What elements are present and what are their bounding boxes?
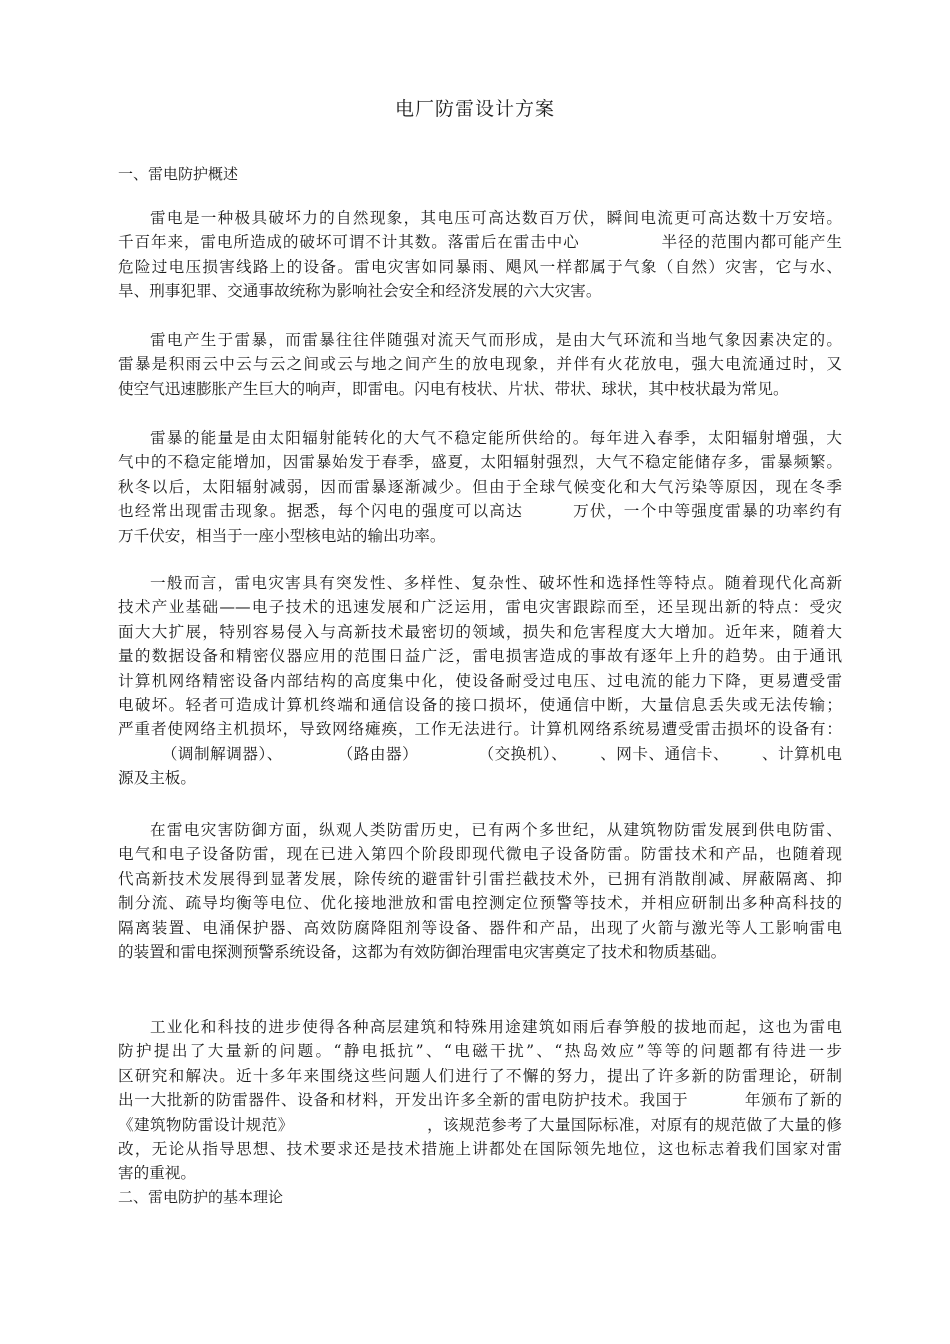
paragraph-line: 旱、刑事犯罪、交通事故统称为影响社会安全和经济发展的六大灾害。: [118, 282, 602, 301]
page-title: 电厂防雷设计方案: [394, 98, 555, 120]
paragraph-1: [118, 206, 842, 304]
paragraph-line: 隔离装置、电涌保护器、高效防腐降阻剂等设备、器件和产品，出现了火箭与激光等人工影响雷电: [118, 918, 842, 937]
paragraph-line: 电破坏。轻者可造成计算机终端和通信设备的接口损坏，使通信中断，大量信息丢失或无法传输；: [118, 695, 842, 714]
paragraph-line: 防护提出了大量新的问题。“静电抵抗”、“电磁干扰”、“热岛效应”等等的问题都有待进一步: [118, 1042, 842, 1061]
paragraph-line: 面大大扩展，特别容易侵入与高新技术最密切的领域，损失和危害程度大大增加。近年来，随着大: [118, 622, 842, 641]
paragraph-line: 电气和电子设备防雷，现在已进入第四个阶段即现代微电子设备防雷。防雷技术和产品，也随着现: [118, 845, 842, 864]
paragraph-line: 雷电产生于雷暴，而雷暴往往伴随强对流天气而形成，是由大气环流和当地气象因素决定的。: [150, 331, 842, 349]
paragraph-line: 万千伏安，相当于一座小型核电站的输出功率。: [118, 526, 446, 545]
paragraph-line: 危险过电压损害线路上的设备。雷电灾害如同暴雨、飓风一样都属于气象（自然）灾害，它与水、: [118, 257, 842, 276]
paragraph-line: 也经常出现雷击现象。据悉，每个闪电的强度可以高达 万伏，一个中等强度雷暴的功率约有: [118, 502, 842, 521]
paragraph-3: [118, 426, 842, 548]
paragraph-2: [118, 328, 842, 401]
paragraph-line: 使空气迅速膨胀产生巨大的响声，即雷电。闪电有枝状、片状、带状、球状，其中枝状最为常见。: [118, 379, 789, 398]
paragraph-line: 改，无论从指导思想、技术要求还是技术措施上讲都处在国际领先地位，这也标志着我们国家对雷: [118, 1139, 842, 1158]
paragraph-line: 技术产业基础——电子技术的迅速发展和广泛运用，雷电灾害跟踪而至，还呈现出新的特点：受灾: [118, 598, 842, 617]
paragraph-line: （调制解调器）、 （路由器） （交换机）、 、网卡、通信卡、 、计算机电: [118, 744, 842, 763]
paragraph-line: 雷暴是积雨云中云与云之间或云与地之间产生的放电现象，并伴有火花放电，强大电流通过时，又: [118, 355, 842, 374]
paragraph-5: [118, 818, 842, 964]
paragraph-line: 千百年来，雷电所造成的破坏可谓不计其数。落雷后在雷击中心 半径的范围内都可能产生: [118, 233, 842, 252]
paragraph-line: 源及主板。: [118, 769, 196, 788]
paragraph-line: 制分流、疏导均衡等电位、优化接地泄放和雷电控测定位预警等技术，并相应研制出多种高科技的: [118, 894, 842, 913]
paragraph-line: 秋冬以后，太阳辐射减弱，因而雷暴逐渐减少。但由于全球气候变化和大气污染等原因，现在冬季: [118, 477, 842, 496]
section-heading-1: 一、雷电防护概述: [118, 165, 239, 183]
paragraph-line: 出一大批新的防雷器件、设备和材料，开发出许多全新的雷电防护技术。我国于 年颁布了新的: [118, 1091, 842, 1110]
paragraph-line: 雷暴的能量是由太阳辐射能转化的大气不稳定能所供给的。每年进入春季，太阳辐射增强，大: [150, 429, 842, 447]
paragraph-line: 雷电是一种极具破坏力的自然现象，其电压可高达数百万伏，瞬间电流更可高达数十万安培。: [150, 209, 842, 227]
paragraph-line: 量的数据设备和精密仪器应用的范围日益广泛，雷电损害造成的事故有逐年上升的趋势。由于通讯: [118, 647, 842, 666]
paragraph-line: 计算机网络精密设备内部结构的高度集中化，使设备耐受过电压、过电流的能力下降，更易遭受雷: [118, 671, 842, 690]
paragraph-line: 在雷电灾害防御方面，纵观人类防雷历史，已有两个多世纪，从建筑物防雷发展到供电防雷、: [150, 821, 842, 839]
paragraph-line: 代高新技术发展得到显著发展，除传统的避雷针引雷拦截技术外，已拥有消散削减、屏蔽隔离、抑: [118, 869, 842, 888]
section-heading-2: 二、雷电防护的基本理论: [118, 1188, 284, 1206]
paragraph-line: 一般而言，雷电灾害具有突发性、多样性、复杂性、破坏性和选择性等特点。随着现代化高新: [150, 574, 842, 592]
paragraph-line: 的装置和雷电探测预警系统设备，这都为有效防御治理雷电灾害奠定了技术和物质基础。: [118, 942, 727, 961]
paragraph-4: [118, 571, 842, 791]
paragraph-line: 气中的不稳定能增加，因雷暴始发于春季，盛夏，太阳辐射强烈，大气不稳定能储存多，雷暴频繁。: [118, 453, 842, 472]
paragraph-line: 害的重视。: [118, 1164, 196, 1183]
paragraph-line: 严重者使网络主机损坏，导致网络瘫痪，工作无法进行。计算机网络系统易遭受雷击损坏的设备有：: [118, 720, 842, 739]
paragraph-line: 《建筑物防雷设计规范》 ，该规范参考了大量国际标准，对原有的规范做了大量的修: [118, 1115, 842, 1134]
paragraph-6: [118, 1015, 842, 1186]
paragraph-line: 工业化和科技的进步使得各种高层建筑和特殊用途建筑如雨后春笋般的拔地而起，这也为雷电: [150, 1018, 842, 1036]
paragraph-line: 区研究和解决。近十多年来围绕这些问题人们进行了不懈的努力，提出了许多新的防雷理论，研制: [118, 1066, 842, 1085]
